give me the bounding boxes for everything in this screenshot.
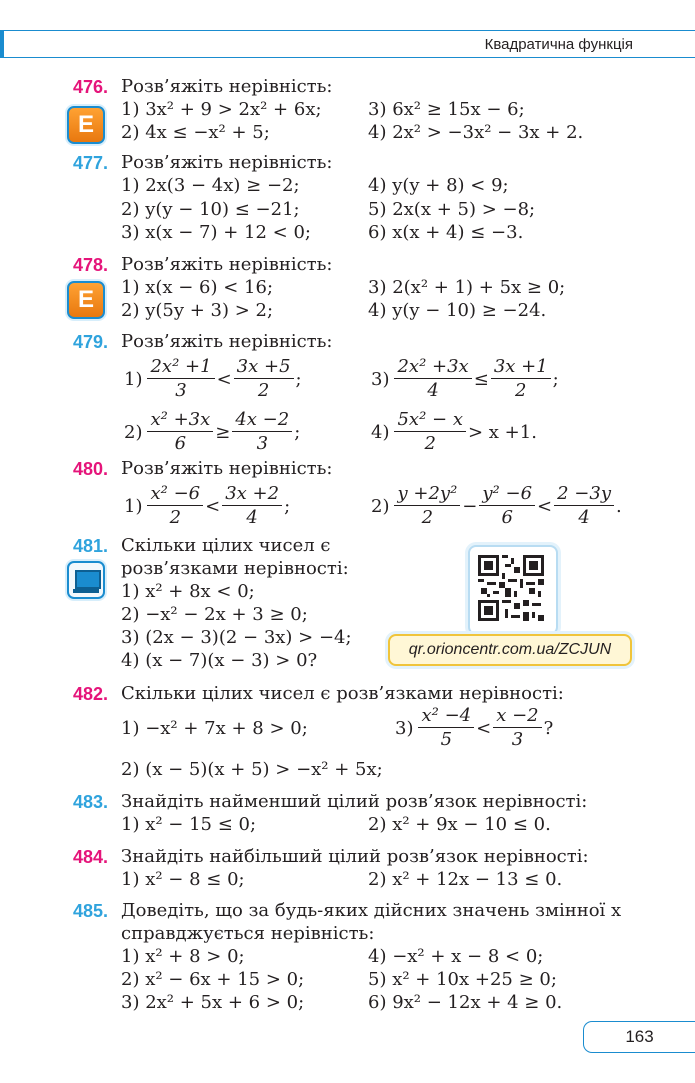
task-item: 4) 2x² > −3x² − 3x + 2. xyxy=(368,122,584,143)
exercise-intro: Скільки цілих чисел є розв’язками нерівності: xyxy=(121,683,564,704)
task-item: 1) x² + 8x < 0; xyxy=(121,581,255,602)
task-item: 2) −x² − 2x + 3 ≥ 0; xyxy=(121,604,308,625)
task-item: 3) 6x² ≥ 15x − 6; xyxy=(368,99,525,120)
task-item: 2) x² − 6x + 15 > 0; xyxy=(121,969,305,990)
task-item: 2) y(5y + 3) > 2; xyxy=(121,300,274,321)
exercise-intro: Розв’яжіть нерівність: xyxy=(121,152,333,173)
task-item: 6) 9x² − 12x + 4 ≥ 0. xyxy=(368,992,563,1013)
exercise-number: 484. xyxy=(73,847,109,867)
task-item: 3) x(x − 7) + 12 < 0; xyxy=(121,222,311,243)
page-number: 163 xyxy=(583,1021,695,1053)
exercise-number: 482. xyxy=(73,684,109,704)
exercise-intro: розв’язками нерівності: xyxy=(121,558,349,579)
task-item: 2) (x − 5)(x + 5) > −x² + 5x; xyxy=(121,759,383,780)
exercise-intro: Скільки цілих чисел є xyxy=(121,535,331,556)
task-item: 1) x(x − 6) < 16; xyxy=(121,277,274,298)
exercise-number: 478. xyxy=(73,255,109,275)
section-title: Квадратична функція xyxy=(484,36,633,53)
exercise-intro: Знайдіть найменший цілий розв’язок нерівності: xyxy=(121,791,588,812)
exercise-number: 485. xyxy=(73,901,109,921)
task-item: 2) 4x ≤ −x² + 5; xyxy=(121,122,270,143)
qr-code-icon[interactable] xyxy=(468,545,558,635)
task-item: 1) x² + 8 > 0; xyxy=(121,946,245,967)
task-item: 4) y(y − 10) ≥ −24. xyxy=(368,300,547,321)
fraction-task: 4) $\frac{\text{5x² − x}}{2}$ > x +1. xyxy=(371,409,537,454)
task-item: 1) x² − 15 ≤ 0; xyxy=(121,814,257,835)
exercise-number: 480. xyxy=(73,459,109,479)
qr-link[interactable]: qr.orioncentr.com.ua/ZCJUN xyxy=(388,634,632,666)
e-badge-icon: E xyxy=(67,106,105,144)
fraction-task: 1) $\frac{\text{2x² +1}}{3}$ < $\frac{3x +5}{2}$ ; xyxy=(124,356,302,401)
exercise-intro: Знайдіть найбільший цілий розв’язок нерівності: xyxy=(121,846,589,867)
fraction-task: 3) $\frac{\text{2x² +3x}}{4}$ ≤ $\frac{3x +1}{2}$ ; xyxy=(371,356,559,401)
exercise-number: 483. xyxy=(73,792,109,812)
exercise-number: 477. xyxy=(73,153,109,173)
task-item: 2) x² + 9x − 10 ≤ 0. xyxy=(368,814,551,835)
fraction-task: 2) $\frac{\text{y +2y²}}{2}$ − $\frac{\text{y² −6}}{6}$ < $\frac{2 -3y}{4}$ . xyxy=(371,483,622,528)
task-item: 5) 2x(x + 5) > −8; xyxy=(368,199,536,220)
task-item: 5) x² + 10x +25 ≥ 0; xyxy=(368,969,557,990)
exercise-intro: Доведіть, що за будь-яких дійсних значень змінної x xyxy=(121,900,622,921)
exercise-intro: Розв’яжіть нерівність: xyxy=(121,254,333,275)
fraction-task: 3) $\frac{\text{x² −4}}{5}$ < $\frac{x -2}{3}$ ? xyxy=(395,705,554,750)
exercise-intro: Розв’яжіть нерівність: xyxy=(121,331,333,352)
exercise-intro: Розв’яжіть нерівність: xyxy=(121,458,333,479)
task-item: 2) y(y − 10) ≤ −21; xyxy=(121,199,300,220)
task-item: 1) 3x² + 9 > 2x² + 6x; xyxy=(121,99,322,120)
task-item: 4) −x² + x − 8 < 0; xyxy=(368,946,544,967)
task-item: 1) −x² + 7x + 8 > 0; xyxy=(121,718,308,739)
computer-icon xyxy=(67,561,105,599)
exercise-number: 479. xyxy=(73,332,109,352)
task-item: 4) y(y + 8) < 9; xyxy=(368,175,509,196)
fraction-task: 2) $\frac{\text{x² +3x}}{6}$ ≥ $\frac{4x -2}{3}$ ; xyxy=(124,409,301,454)
e-badge-icon: E xyxy=(67,281,105,319)
exercise-number: 481. xyxy=(73,536,109,556)
task-item: 1) x² − 8 ≤ 0; xyxy=(121,869,245,890)
exercise-number: 476. xyxy=(73,77,109,97)
task-item: 3) 2x² + 5x + 6 > 0; xyxy=(121,992,305,1013)
exercise-intro: справджується нерівність: xyxy=(121,923,375,944)
task-item: 6) x(x + 4) ≤ −3. xyxy=(368,222,524,243)
fraction-task: 1) $\frac{\text{x² −6}}{2}$ < $\frac{3x +2}{4}$ ; xyxy=(124,483,291,528)
task-item: 3) 2(x² + 1) + 5x ≥ 0; xyxy=(368,277,566,298)
task-item: 2) x² + 12x − 13 ≤ 0. xyxy=(368,869,563,890)
task-item: 4) (x − 7)(x − 3) > 0? xyxy=(121,650,318,671)
exercise-intro: Розв’яжіть нерівність: xyxy=(121,76,333,97)
task-item: 1) 2x(3 − 4x) ≥ −2; xyxy=(121,175,300,196)
task-item: 3) (2x − 3)(2 − 3x) > −4; xyxy=(121,627,352,648)
